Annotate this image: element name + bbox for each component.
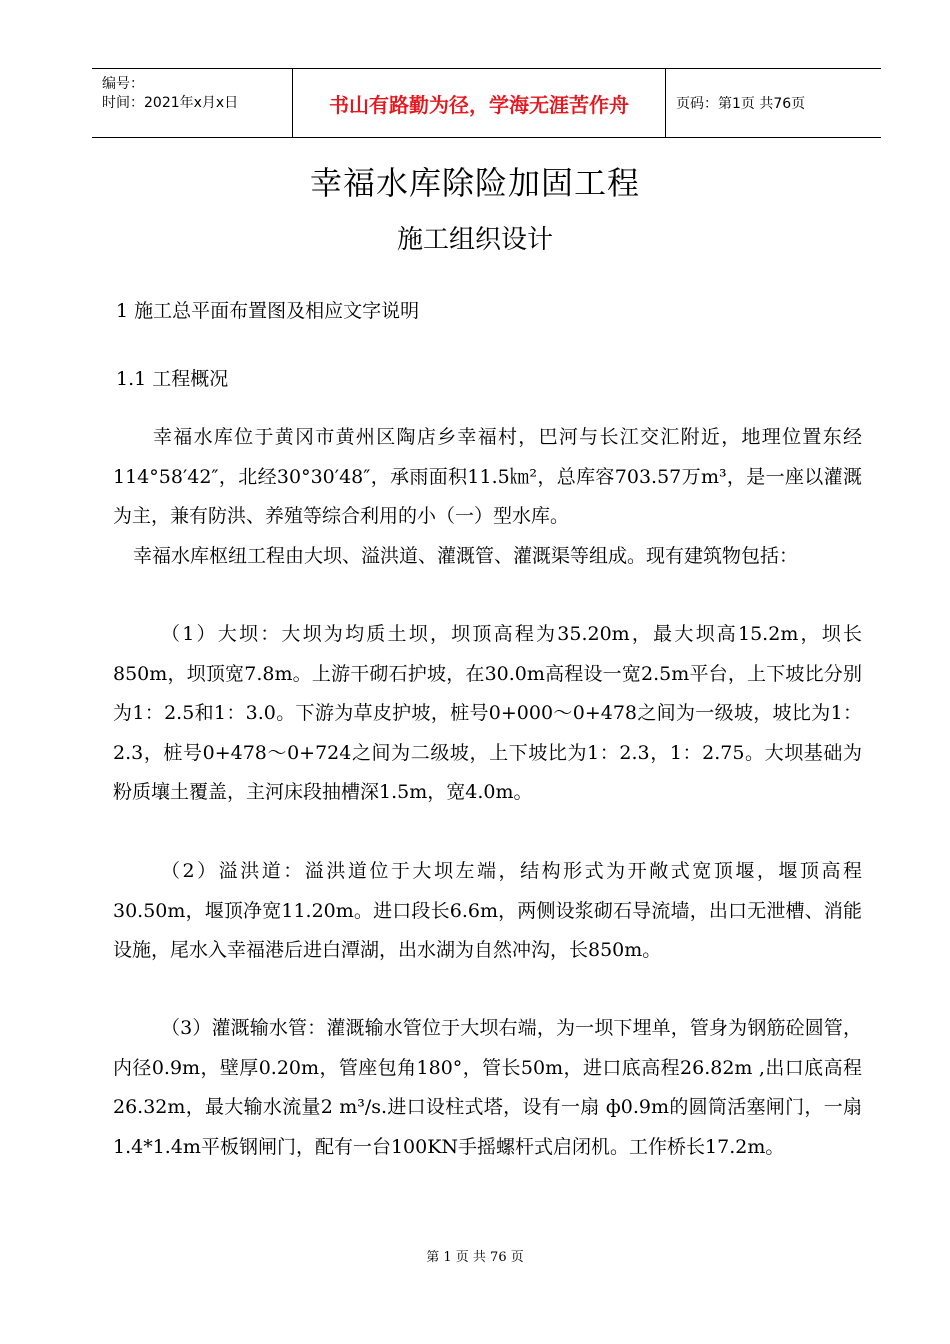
header-slogan: 书山有路勤为径，学海无涯苦作舟 [293,69,666,137]
header-page-info: 页码：第1页 共76页 [676,96,806,112]
page-header [92,68,881,138]
paragraph-irrigation-pipe: （3）灌溉输水管：灌溉输水管位于大坝右端，为一坝下埋单，管身为钢筋砼圆管，内径0.9m，壁厚0.20m，管座包角180°，管长50m，进口底高程26.82m ,出口底高程26.32m，最大输水流量2 m³/s.进口设柱式塔，设有一扇 ф0.9m的圆筒活塞闸门，一扇1.4*1.4m平板钢闸门，配有一台100KN手摇螺杆式启闭机。工作桥长17.2m。 [113,1017,862,1158]
header-meta [92,69,293,137]
date-label: 时间：2021年x月x日 [102,95,239,111]
paragraph-spillway: （2）溢洪道：溢洪道位于大坝左端，结构形式为开敞式宽顶堰，堰顶高程30.50m，堰顶净宽11.20m。进口段长6.6m，两侧设浆砌石导流墙，出口无泄槽、消能设施，尾水入幸福港后进白潭湖，出水湖为自然冲沟，长850m。 [113,860,862,961]
serial-number-label: 编号： [102,76,144,92]
paragraph-components: 幸福水库枢纽工程由大坝、溢洪道、灌溉管、灌溉渠等组成。现有建筑物包括： [133,545,799,567]
section-heading: 1 施工总平面布置图及相应文字说明 [116,300,420,322]
page-footer: 第 1 页 共 76 页 [426,1250,524,1265]
document-title: 幸福水库除险加固工程 [309,164,640,202]
paragraph-dam: （1）大坝：大坝为均质土坝，坝顶高程为35.20m，最大坝高15.2m，坝长850m，坝顶宽7.8m。上游干砌石护坡，在30.0m高程设一宽2.5m平台，上下坡比分别为1：2.5和1：3.0。下游为草皮护坡，桩号0+000～0+478之间为一级坡，坡比为1：2.3，桩号0+478～0+724之间为二级坡，上下坡比为1：2.3，1：2.75。大坝基础为粉质壤土覆盖，主河床段抽槽深1.5m，宽4.0m。 [113,623,862,803]
document-subtitle: 施工组织设计 [396,225,553,255]
paragraph-location: 幸福水库位于黄冈市黄州区陶店乡幸福村，巴河与长江交汇附近，地理位置东经114°58′42″，北经30°30′48″，承雨面积11.5㎞²，总库容703.57万m³，是一座以灌溉为主，兼有防洪、养殖等综合利用的小（一）型水库。 [113,426,862,527]
subsection-heading: 1.1 工程概况 [116,368,229,390]
